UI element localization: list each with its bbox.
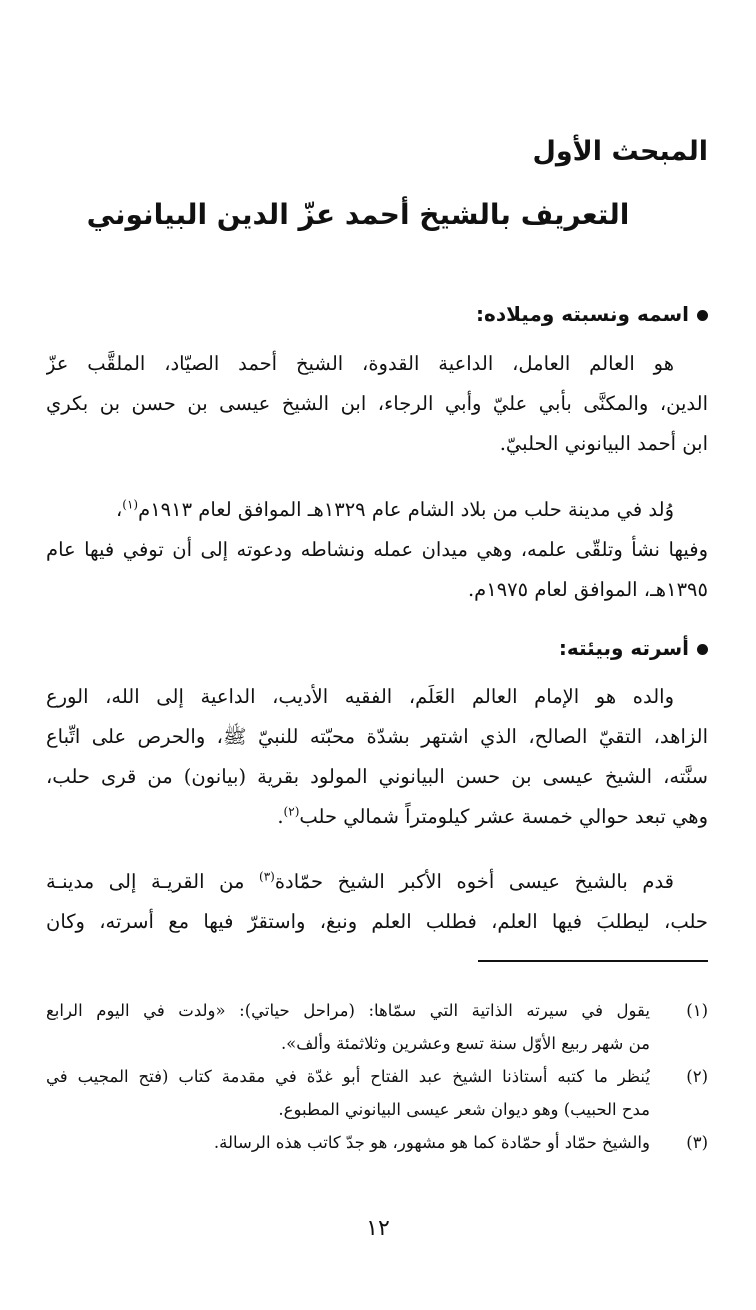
paragraph-birth: [46, 490, 708, 610]
paragraph-line-text: وُلد في مدينة حلب من بلاد الشام عام ١٣٢٩هـ الموافق لعام ١٩١٣م: [138, 498, 674, 521]
footnote-divider: [478, 960, 708, 962]
subheading-text: اسمه ونسبته وميلاده:: [476, 302, 689, 326]
subheading-family-environment: [559, 633, 708, 663]
footnote-number: (٣): [686, 1133, 708, 1152]
trailing-punctuation: ،: [115, 498, 123, 521]
footnote-number: (٢): [686, 1067, 708, 1086]
paragraph-line-with-footnote: [46, 797, 708, 837]
paragraph-line-text: من القريـة إلى مدينـة: [46, 870, 245, 893]
paragraph-name: [46, 344, 708, 464]
paragraph-line-text: وهي تبعد حوالي خمسة عشر كيلومتراً شمالي حلب: [299, 805, 708, 828]
paragraph-line-with-footnote: [46, 862, 708, 902]
bullet-icon: [697, 644, 708, 655]
paragraph-line: ١٣٩٥هـ، الموافق لعام ١٩٧٥م.: [467, 578, 708, 601]
footnote-number: (١): [686, 1001, 708, 1020]
paragraph-line-with-footnote: [46, 490, 708, 530]
paragraph-line: سنَّته، الشيخ عيسى بن حسن البيانوني المولود بقرية (بيانون) من قرى حلب،: [46, 765, 708, 788]
paragraph-line: هو العالم العامل، الداعية القدوة، الشيخ أحمد الصيّاد، الملقَّب عزّ: [46, 352, 674, 375]
footnote-1: [46, 994, 708, 1060]
paragraph-line: ابن أحمد البيانوني الحلبيّ.: [499, 432, 708, 455]
footnote-reference-3[interactable]: (٣): [259, 869, 275, 884]
paragraph-line: حلب، ليطلبَ فيها العلم، فطلب العلم ونبغ، واستقرّ فيها مع أسرته، وكان: [46, 910, 708, 933]
bullet-icon: [697, 310, 708, 321]
footnote-line: مدح الحبيب) وهو ديوان شعر عيسى البيانوني المطبوع.: [278, 1100, 650, 1119]
paragraph-line: الزاهد، التقيّ الصالح، الذي اشتهر بشدّة محبّته للنبيّ ﷺ، والحرص على اتِّباع: [46, 725, 708, 748]
paragraph-line: وفيها نشأ وتلقّى علمه، وهي ميدان عمله ونشاطه ودعوته إلى أن توفي فيها عام: [46, 538, 708, 561]
footnote-line: يقول في سيرته الذاتية التي سمّاها: (مراحل حياتي): «ولدت في اليوم الرابع: [46, 1001, 650, 1020]
footnote-3: [46, 1126, 708, 1159]
subheading-name-lineage-birth: [476, 299, 708, 329]
paragraph-uncle: [46, 862, 708, 942]
footnotes-list: [46, 994, 708, 1159]
chapter-title: المبحث الأول: [532, 136, 708, 167]
section-title: التعريف بالشيخ أحمد عزّ الدين البيانوني: [86, 198, 630, 231]
footnote-2: [46, 1060, 708, 1126]
footnote-line: والشيخ حمّاد أو حمّادة كما هو مشهور، هو جدّ كاتب هذه الرسالة.: [213, 1133, 650, 1152]
paragraph-line: والده هو الإمام العالم العَلَم، الفقيه الأديب، الداعية إلى الله، الورع: [46, 685, 674, 708]
footnote-line: من شهر ربيع الأوّل سنة تسع وعشرين وثلاثمئة وألف».: [280, 1034, 650, 1053]
footnote-line: يُنظر ما كتبه أستاذنا الشيخ عبد الفتاح أبو غدّة في مقدمة كتاب (فتح المجيب في: [46, 1067, 650, 1086]
paragraph-father: [46, 677, 708, 837]
page-number: ١٢: [366, 1216, 390, 1241]
footnote-reference-1[interactable]: (١): [122, 497, 139, 512]
paragraph-line-text: قدم بالشيخ عيسى أخوه الأكبر الشيخ حمّادة: [274, 870, 674, 893]
footnote-reference-2[interactable]: (٢): [283, 804, 300, 819]
subheading-text: أسرته وبيئته:: [558, 636, 689, 660]
paragraph-line: الدين، والمكنَّى بأبي عليّ وأبي الرجاء، ابن الشيخ عيسى بن حسن بن بكري: [46, 392, 708, 415]
trailing-punctuation: .: [277, 805, 284, 828]
